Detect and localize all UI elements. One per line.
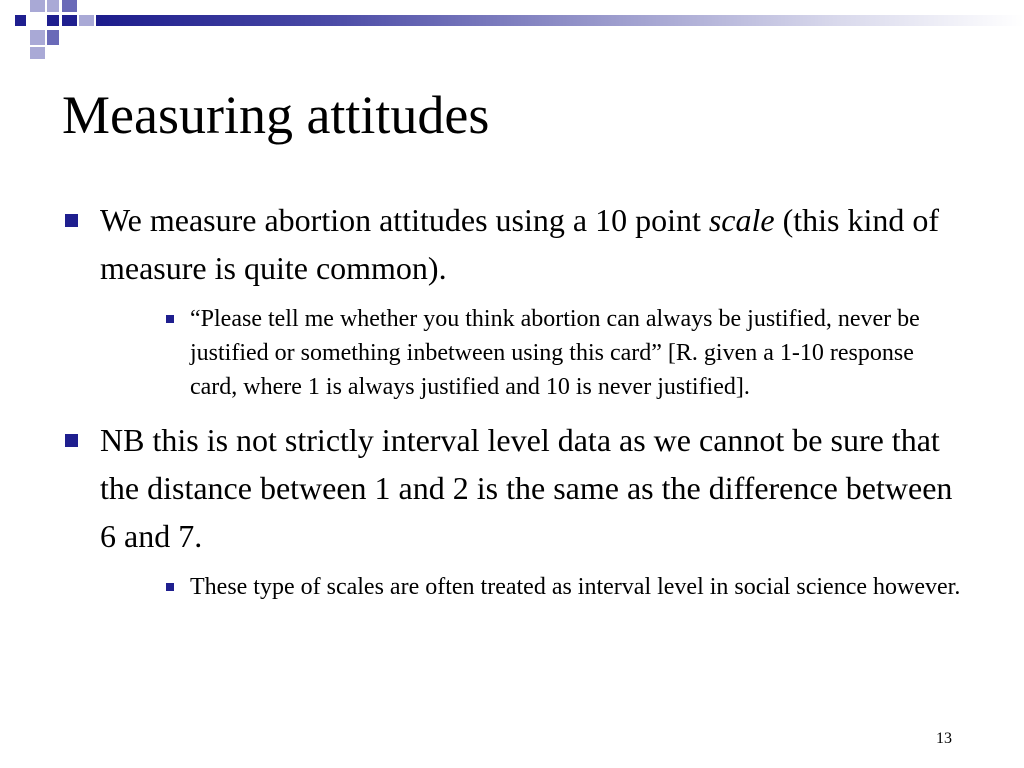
header-square-decoration: [79, 15, 94, 26]
bullet-text: We measure abortion attitudes using a 10 point: [100, 202, 709, 238]
header-square-decoration: [47, 30, 59, 45]
bullet-emphasis-text: scale: [708, 202, 775, 238]
header-square-decoration: [47, 15, 59, 26]
sub-bullet-item: [62, 302, 962, 404]
bullet-text: NB this is not strictly interval level data as we cannot be sure that the distance between 1 and 2 is the same as the difference between 6 and 7.: [100, 422, 953, 554]
square-bullet-icon: [65, 214, 78, 227]
header-square-decoration: [15, 15, 26, 26]
header-square-decoration: [30, 47, 45, 59]
header-square-decoration: [62, 0, 77, 12]
sub-bullet-item: [62, 570, 962, 604]
page-number: 13: [936, 730, 952, 747]
header-square-decoration: [30, 30, 45, 45]
square-bullet-icon: [65, 434, 78, 447]
slide-body: [62, 196, 962, 604]
bullet-text: (this kind of measure is quite common).: [100, 202, 940, 286]
header-square-decoration: [47, 0, 59, 12]
bullet-item: [62, 196, 962, 292]
sub-bullet-text: These type of scales are often treated as interval level in social science however.: [190, 574, 961, 600]
square-bullet-icon: [166, 583, 174, 591]
square-bullet-icon: [166, 315, 174, 323]
header-gradient-bar: [96, 15, 1024, 26]
header-square-decoration: [62, 15, 77, 26]
slide-title: Measuring attitudes: [62, 85, 490, 145]
bullet-item: [62, 416, 962, 560]
header-square-decoration: [30, 0, 45, 12]
sub-bullet-text: “Please tell me whether you think abortion can always be justified, never be justified or something inbetween using this card” [R. given a 1-10 response card, where 1 is always justified and 10 is never justified].: [190, 306, 920, 400]
